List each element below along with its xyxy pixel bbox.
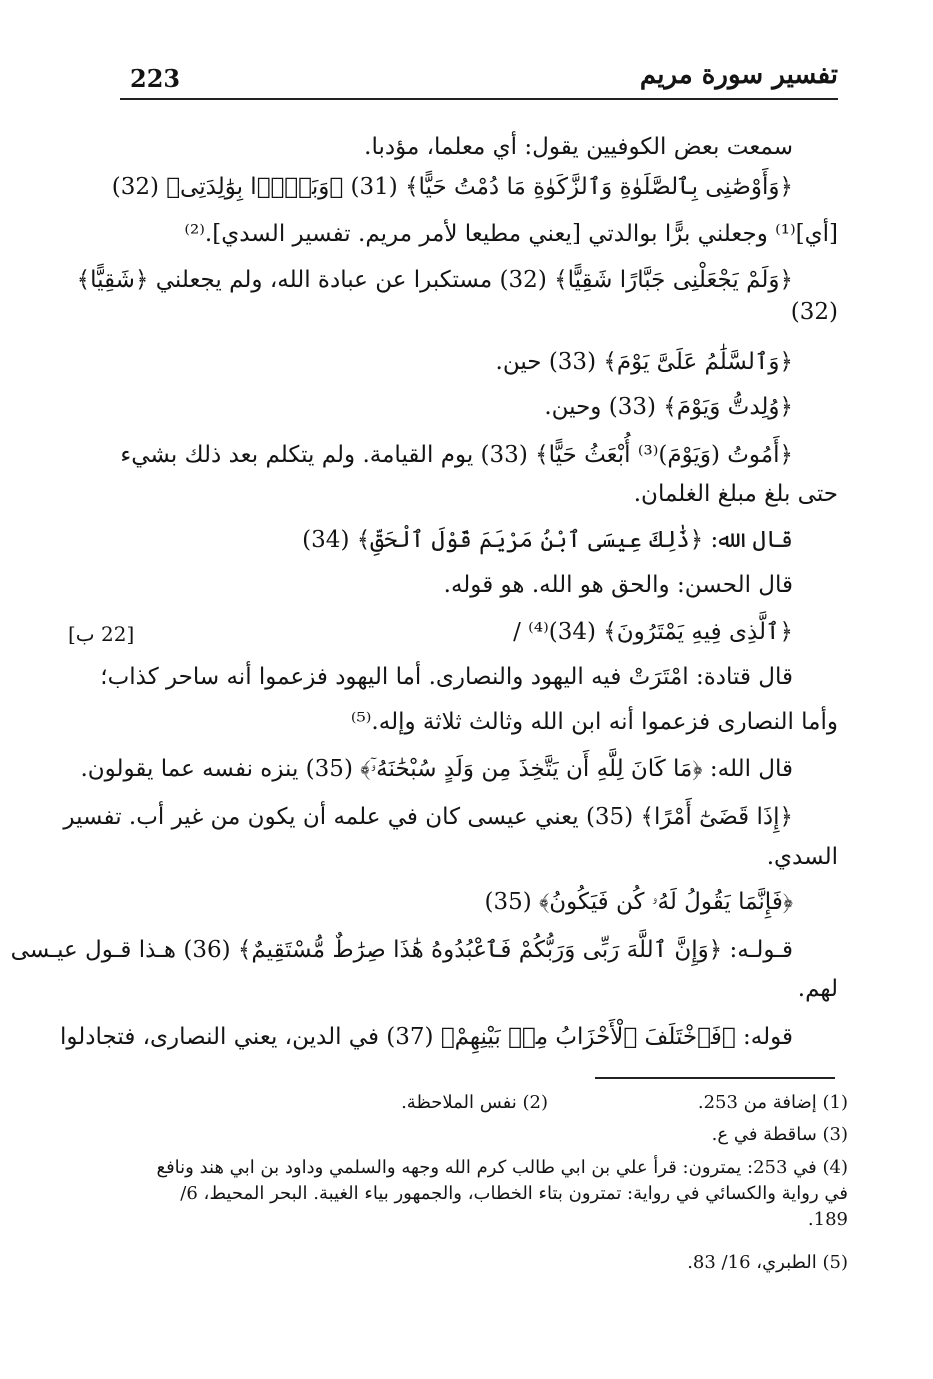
text-line: السدي.: [766, 844, 838, 870]
quran-line: ﴿وَلَمْ يَجْعَلْنِى جَبَّارًا شَقِيًّا﴾ (32) مستكبرا عن عبادة الله، ولم يجعلني ﴿شَقِيًّا﴾: [76, 267, 793, 293]
footnote-4: (4) في 253: يمترون: قرأ علي بن ابي طالب كرم الله وجهه والسلمي وداود بن ابي هند ونافع في رواية والكسائي في رواية: تمترون بتاء الخطاب، والجمهور بياء الغيبة. البحر المحيط، 6/ 189.: [156, 1157, 848, 1230]
footnote-2: (2) نفس الملاحظة.: [401, 1092, 548, 1113]
text-line: [أي]⁽¹⁾ وجعلني برًّا بوالدتي [يعني مطيعا لأمر مريم. تفسير السدي].⁽²⁾: [184, 221, 838, 247]
footnote-5: (5) الطبري، 16/ 83.: [687, 1252, 848, 1273]
text-line: حتى بلغ مبلغ الغلمان.: [633, 481, 838, 507]
chapter-title: تفسير سورة مريم: [639, 60, 838, 90]
quran-line: ﴿ٱلَّذِى فِيهِ يَمْتَرُونَ﴾ (34)⁽⁴⁾ /: [513, 619, 793, 645]
text-line: سمعت بعض الكوفيين يقول: أي معلما، مؤدبا.: [364, 134, 793, 160]
quran-line: قال الله: ﴿ذَٰلِكَ عِيسَى ٱبْنُ مَرْيَمَ قَوْلَ ٱلْحَقِّ﴾ (34): [302, 527, 793, 553]
footnote-separator: [595, 1077, 835, 1079]
quran-line: قـولـه: ﴿وَإِنَّ ٱللَّهَ رَبِّى وَرَبُّكُمْ فَٱعْبُدُوهُ هَٰذَا صِرَٰطٌ مُّسْتَقِيمٌ﴾ (36) هـذا قـول عيـسى: [10, 937, 793, 963]
text-line: وأما النصارى فزعموا أنه ابن الله وثالث ثلاثة وإله.⁽⁵⁾: [350, 709, 838, 735]
quran-line: قوله: ﴿فَٱخْتَلَفَ ٱلْأَحْزَابُ مِنۢ بَيْنِهِمْ﴾ (37) في الدين، يعني النصارى، فتجادلوا: [60, 1024, 793, 1050]
page-number: 223: [130, 64, 181, 93]
quran-line: ﴿وَأَوْصَٰنِى بِٱلصَّلَوٰةِ وَٱلزَّكَوٰةِ مَا دُمْتُ حَيًّا﴾ (31) ﴿وَبَرًّۢا بِوَٰلِدَتِى﴾ (32): [111, 174, 793, 200]
text-line: (32): [790, 299, 838, 325]
text-line: قال قتادة: امْتَرَتْ فيه اليهود والنصارى. أما اليهود فزعموا أنه ساحر كذاب؛: [100, 664, 793, 690]
text-line: قال الحسن: والحق هو الله. هو قوله.: [443, 572, 793, 598]
quran-line: ﴿إِذَا قَضَىٰٓ أَمْرًا﴾ (35) يعني عيسى كان في علمه أن يكون من غير أب. تفسير: [63, 804, 793, 830]
quran-line: ﴿فَإِنَّمَا يَقُولُ لَهُۥ كُن فَيَكُونُ﴾ (35): [484, 889, 793, 915]
quran-line: ﴿أَمُوتُ (وَيَوْمَ)⁽³⁾ أُبْعَثُ حَيًّا﴾ (33) يوم القيامة. ولم يتكلم بعد ذلك بشيء: [120, 442, 793, 468]
quran-line: ﴿وَٱلسَّلَٰمُ عَلَىَّ يَوْمَ﴾ (33) حين.: [495, 349, 793, 375]
footnote-1: (1) إضافة من 253.: [697, 1092, 848, 1113]
quran-line: ﴿وُلِدتُّ وَيَوْمَ﴾ (33) وحين.: [544, 394, 793, 420]
quran-line: قال الله: ﴿مَا كَانَ لِلَّهِ أَن يَتَّخِذَ مِن وَلَدٍ سُبْحَٰنَهُۥٓ﴾ (35) ينزه نفسه عما يقولون.: [80, 756, 793, 782]
manuscript-folio-marker: [22 ب]: [68, 622, 135, 646]
footnote-3: (3) ساقطة في ع.: [711, 1124, 848, 1145]
running-header: [120, 58, 838, 100]
text-line: لهم.: [797, 976, 838, 1002]
